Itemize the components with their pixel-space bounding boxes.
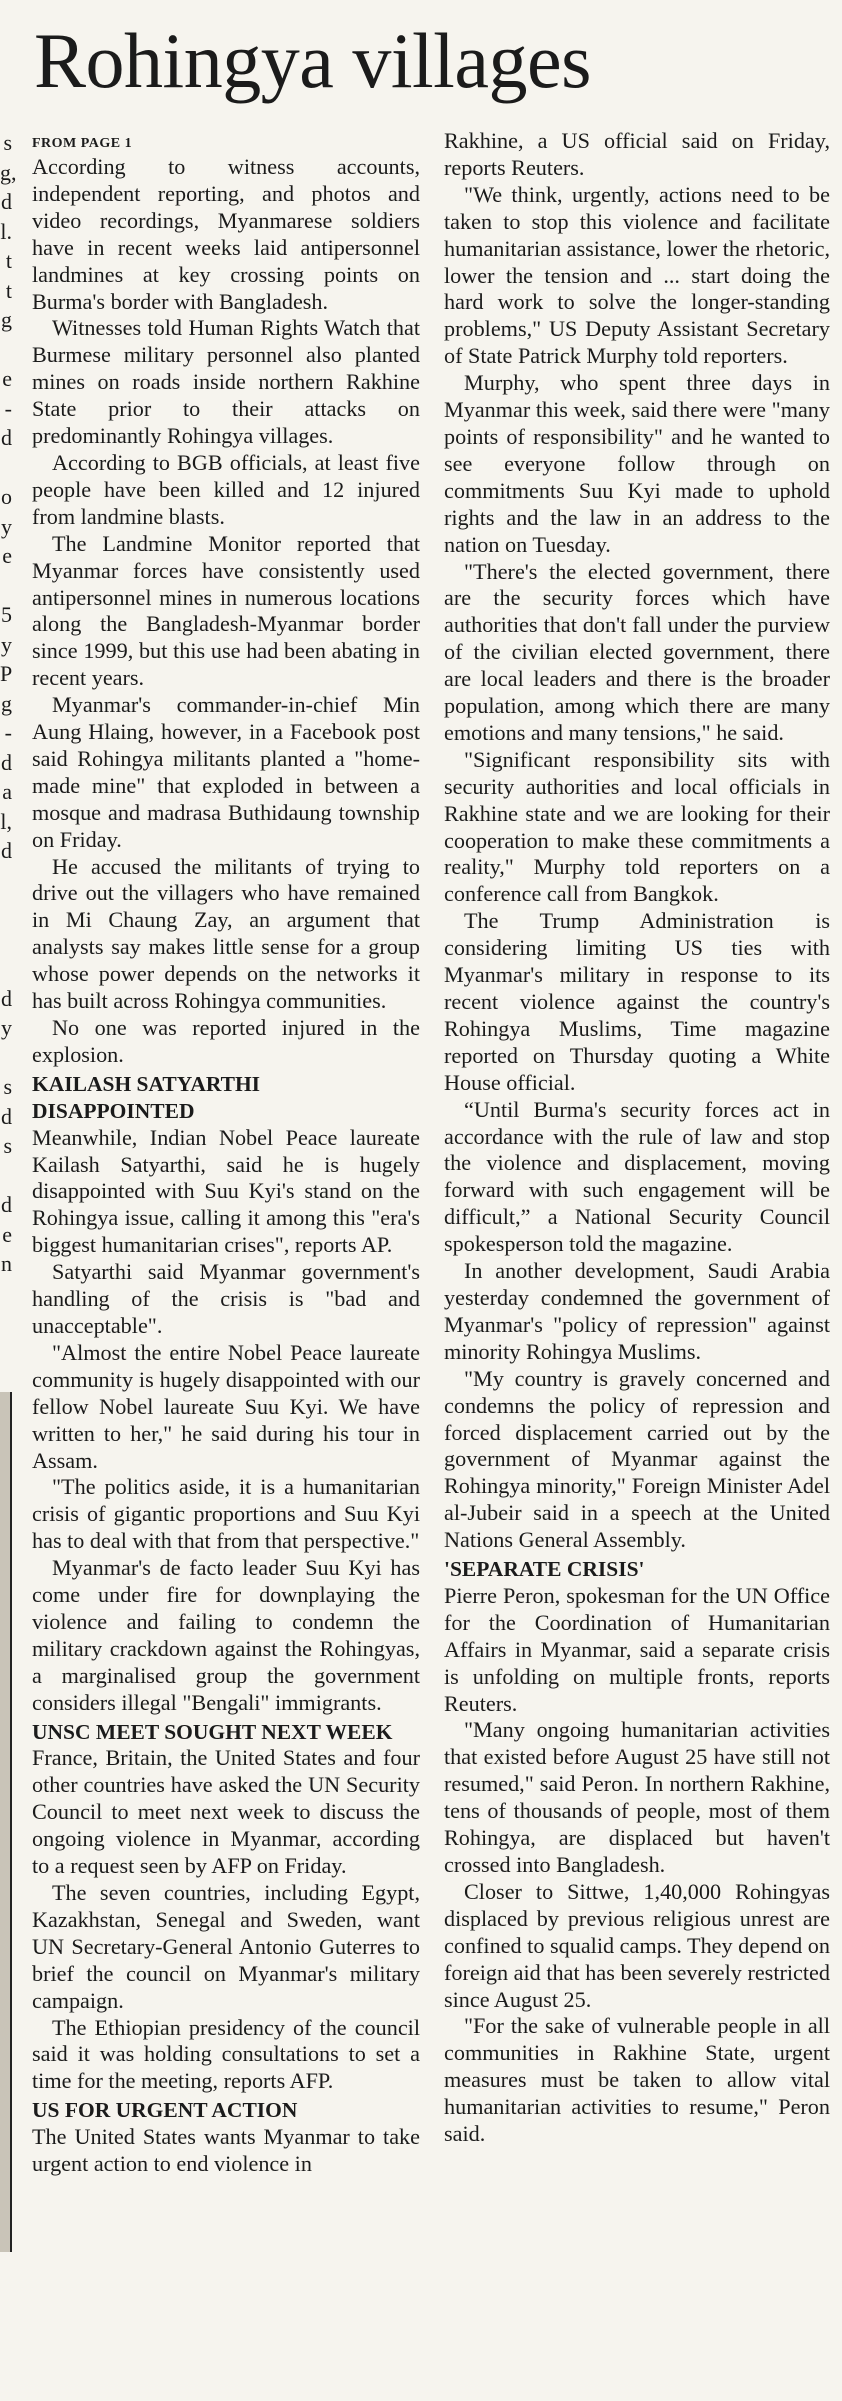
fragment-line: g, <box>0 159 17 185</box>
fragment-line: l, <box>0 808 12 834</box>
fragment-line <box>0 571 12 601</box>
paragraph: Murphy, who spent three days in Myanmar this week, said there were "many points of responsibility" and he wanted to see everyone follow through on commitments Suu Kyi made to uphold rights and the law in an address to the nation on Tuesday. <box>444 370 830 557</box>
paragraph: "Almost the entire Nobel Peace laureate community is hugely disappointed with our fellow Nobel laureate Suu Kyi. We have written to her," he said during his tour in Assam. <box>32 1339 420 1473</box>
fragment-line: d <box>1 1192 12 1217</box>
paragraph: "There's the elected government, there are the security forces which have authorities that don't fall under the purview of the civilian elected government, there are local leaders and there is the broader population, among which there are many emotions and many tensions," he said. <box>444 558 830 745</box>
paragraph: France, Britain, the United States and four other countries have asked the UN Security Council to meet next week to discuss the ongoing violence in Myanmar, according to a request seen by AFP on Friday. <box>32 1745 420 1879</box>
subheading-separate-crisis: 'SEPARATE CRISIS' <box>444 1557 645 1582</box>
fragment-line: d <box>1 189 12 214</box>
paragraph: In another development, Saudi Arabia yesterday condemned the government of Myanmar's "policy of repression" against minority Rohingya Muslims. <box>444 1258 830 1364</box>
subheading-us-urgent-action: US FOR URGENT ACTION <box>32 2098 298 2123</box>
paragraph-group <box>32 1745 420 2095</box>
paragraph: The Trump Administration is considering limiting US ties with Myanmar's military in response to its recent violence against the country's Rohingya Muslims, Time magazine reported on Thursday quoting a White House official. <box>444 908 830 1095</box>
paragraph: According to BGB officials, at least five people have been killed and 12 injured from landmine blasts. <box>32 449 420 529</box>
fragment-line: d <box>1 838 12 863</box>
paragraph: "My country is gravely concerned and condemns the policy of repression and forced displacement carried out by the government of Myanmar against the Rohingya minority," Foreign Minister Adel al-Jubeir said in a speech at the United Nations General Assembly. <box>444 1365 830 1553</box>
fragment-line <box>0 925 12 955</box>
paragraph: The Ethiopian presidency of the council said it was holding consultations to set a time for the meeting, reports AFP. <box>32 2014 420 2094</box>
fragment-line: e <box>2 1221 12 1247</box>
paragraph: “Until Burma's security forces act in accordance with the rule of law and stop the violence and displacement, moving forward with such engagement will be difficult,” a National Security Council spokesperson told the magazine. <box>444 1096 830 1257</box>
left-column-fragment <box>0 128 17 1279</box>
paragraph: Witnesses told Human Rights Watch that Burmese military personnel also planted mines on roads inside northern Rakhine State prior to their attacks on predominantly Rohingya villages. <box>32 315 420 449</box>
subheading-unsc: UNSC MEET SOUGHT NEXT WEEK <box>32 1719 393 1744</box>
fragment-line: s <box>3 130 12 155</box>
fragment-line <box>0 1043 12 1073</box>
paragraph: He accused the militants of trying to drive out the villagers who have remained in Mi Chaung Zay, an argument that analysts say makes little sense for a group whose power depends on the networks it has built across Rohingya communities. <box>32 853 420 1014</box>
fragment-line: s <box>3 1133 12 1158</box>
paragraph: Rakhine, a US official said on Friday, reports Reuters. <box>444 128 830 180</box>
paragraph: The seven countries, including Egypt, Kazakhstan, Senegal and Sweden, want UN Secretary-General Antonio Guterres to brief the council on Myanmar's military campaign. <box>32 1880 420 2013</box>
photo-edge <box>0 1392 12 2252</box>
fragment-line: a <box>2 779 12 804</box>
fragment-line: t <box>5 277 12 303</box>
paragraph-group <box>32 2124 420 2178</box>
paragraph-group <box>444 128 830 1554</box>
paragraph: Myanmar's de facto leader Suu Kyi has come under fire for downplaying the violence and failing to condemn the military crackdown against the Rohingyas, a marginalised group the government considers illegal "Bengali" immigrants. <box>32 1555 420 1715</box>
fragment-line: g <box>1 307 12 332</box>
fragment-line <box>0 453 12 483</box>
fragment-line: P <box>0 661 13 686</box>
paragraph: No one was reported injured in the explosion. <box>32 1015 420 1067</box>
fragment-line <box>0 954 12 984</box>
subheading-satyarthi: KAILASH SATYARTHI DISAPPOINTED <box>32 1071 261 1123</box>
fragment-line: - <box>4 720 12 745</box>
paragraph-group <box>32 1125 420 1717</box>
paragraph: "For the sake of vulnerable people in all communities in Rakhine State, urgent measures must be taken to allow vital humanitarian activities to resume," Peron said. <box>444 2013 830 2147</box>
paragraph: "We think, urgently, actions need to be taken to stop this violence and facilitate humanitarian assistance, lower the rhetoric, lower the tension and ... start doing the hard work to solve the longer-standing problems," US Deputy Assistant Secretary of State Patrick Murphy told reporters. <box>444 181 830 369</box>
paragraph: Myanmar's commander-in-chief Min Aung Hlaing, however, in a Facebook post said Rohingya militants planted a "home-made mine" that exploded in between a mosque and madrasa Buthidaung township on Friday. <box>32 692 420 852</box>
paragraph: Meanwhile, Indian Nobel Peace laureate Kailash Satyarthi, said he is hugely disappointed with Suu Kyi's stand on the Rohingya issue, calling it among this "era's biggest humanitarian crises", reports AP. <box>32 1124 420 1258</box>
fragment-line: g <box>1 690 12 716</box>
fragment-line: d <box>1 1103 12 1129</box>
fragment-line: o <box>1 484 12 509</box>
paragraph: The Landmine Monitor reported that Myanmar forces have consistently used antipersonnel mines in numerous locations along the Bangladesh-Myanmar border since 1999, but this use had been abating in recent years. <box>32 530 420 691</box>
fragment-line: 5 <box>1 602 12 627</box>
paragraph: Pierre Peron, spokesman for the UN Office for the Coordination of Humanitarian Affairs in Myanmar, said a separate crisis is unfolding on multiple fronts, reports Reuters. <box>444 1582 830 1716</box>
paragraph: "The politics aside, it is a humanitarian crisis of gigantic proportions and Suu Kyi has to deal with that from that perspective." <box>32 1474 420 1554</box>
fragment-line: t <box>5 248 12 273</box>
article-column-2 <box>444 128 830 2148</box>
paragraph: Satyarthi said Myanmar government's handling of the crisis is "bad and unacceptable". <box>32 1259 420 1338</box>
paragraph: "Significant responsibility sits with security authorities and local officials in Rakhine state and we are looking for their cooperation to make these commitments a reality," Murphy told reporters on a conference call from Bangkok. <box>444 746 830 907</box>
article-column-1 <box>32 124 420 2178</box>
fragment-line: n <box>1 1251 12 1276</box>
fragment-line: - <box>4 395 12 421</box>
fragment-line: d <box>1 985 12 1011</box>
fragment-line <box>0 1161 12 1191</box>
fragment-line: y <box>1 1015 12 1040</box>
fragment-line: d <box>1 749 12 775</box>
fragment-line: y <box>1 513 12 539</box>
fragment-line <box>0 895 12 925</box>
paragraph: The United States wants Myanmar to take urgent action to end violence in <box>32 2124 420 2177</box>
paragraph: Closer to Sittwe, 1,40,000 Rohingyas displaced by previous religious unrest are confined to squalid camps. They depend on foreign aid that has been severely restricted since August 25. <box>444 1878 830 2012</box>
continuation-kicker: FROM PAGE 1 <box>32 136 133 151</box>
paragraph: "Many ongoing humanitarian activities that existed before August 25 have still not resumed," said Peron. In northern Rakhine, tens of thousands of people, most of them Rohingya, are displaced but haven't crossed into Bangladesh. <box>444 1717 830 1877</box>
fragment-line: e <box>2 543 12 568</box>
fragment-line: y <box>1 631 12 657</box>
fragment-line: l. <box>0 218 12 244</box>
fragment-line <box>0 866 12 896</box>
fragment-line: s <box>3 1074 12 1099</box>
paragraph-group <box>32 154 420 1069</box>
paragraph: According to witness accounts, independent reporting, and photos and video recordings, Myanmarese soldiers have in recent weeks laid antipersonnel landmines at key crossing points on Burma's border with Bangladesh. <box>32 154 420 314</box>
headline: Rohingya villages <box>34 17 591 104</box>
paragraph-group <box>444 1583 830 2148</box>
fragment-line: d <box>1 425 12 450</box>
fragment-line <box>0 335 12 365</box>
fragment-line: e <box>2 366 12 391</box>
